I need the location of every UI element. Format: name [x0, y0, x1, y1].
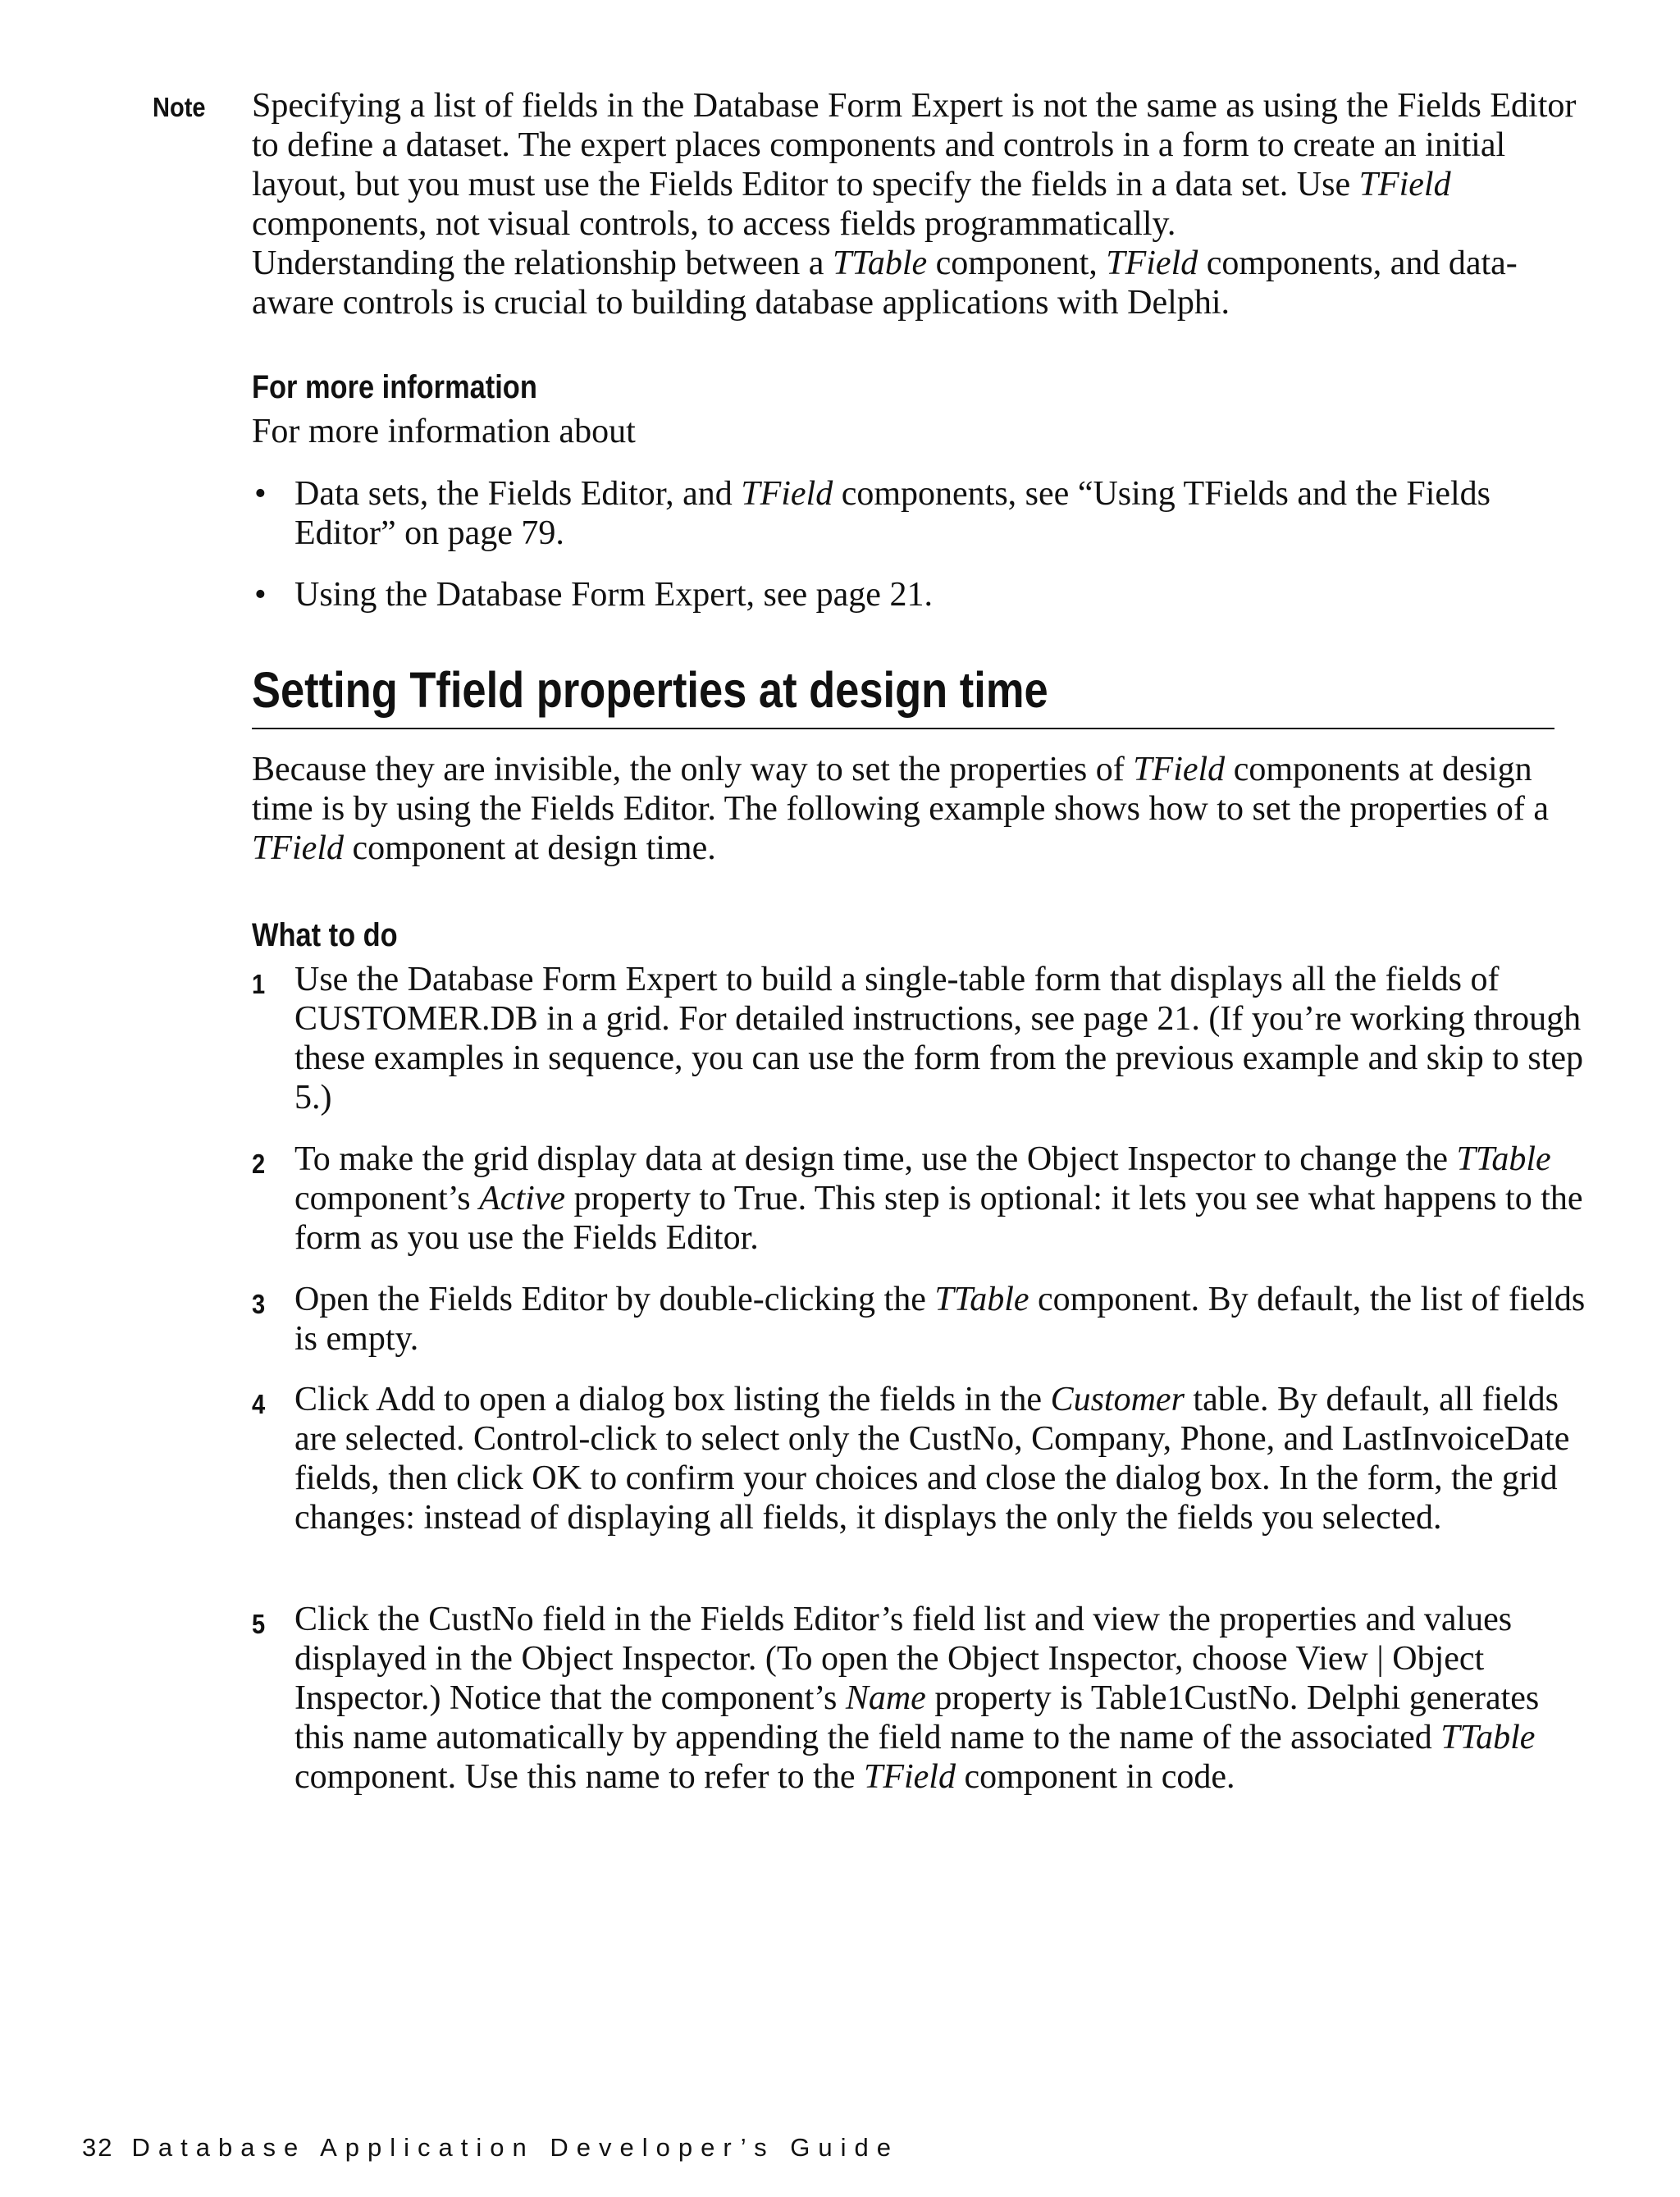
section-intro-text-a: Because they are invisible, the only way to set the properties of	[252, 751, 1134, 788]
bullet-icon: •	[254, 576, 267, 614]
note-label: Note	[153, 92, 206, 122]
bullet-1-tfield: TField	[741, 475, 833, 513]
step-5	[252, 1600, 1597, 1797]
step-5-name: Name	[845, 1679, 926, 1717]
section-intro-text-c: component at design time.	[344, 829, 716, 867]
section-intro-text-b: components at design time is by using the Fields Editor. The following example shows how to set the properties of a	[252, 751, 1550, 828]
note-p1-text-a: Specifying a list of fields in the Database Form Expert is not the same as using the Fields Editor to define a dataset. The expert places components and controls in a form to create an initial layout, but you must use the Fields Editor to specify the fields in a data set. Use	[252, 87, 1577, 203]
step-5-ttable: TTable	[1440, 1719, 1536, 1756]
step-5-text-d: component in code.	[955, 1758, 1235, 1796]
bullet-text	[294, 474, 1597, 553]
step-number: 5	[252, 1609, 266, 1639]
page-footer	[82, 2133, 899, 2163]
step-5-tfield: TField	[863, 1758, 956, 1796]
section-intro-tfield: TField	[1133, 751, 1226, 788]
step-4-text-b: table. By default, all fields are selected. Control-click to select only the CustNo, Company, Phone, and LastInvoiceDate fields, then click OK to confirm your choices and close the dialog box. In the form, the grid changes: instead of displaying all fields, it displays the only the fields you selected.	[294, 1381, 1570, 1537]
step-number: 2	[252, 1149, 266, 1179]
section-intro-tfield-2: TField	[252, 829, 344, 867]
step-5-text-a: Click the CustNo field in the Fields Editor’s field list and view the properties and values displayed in the Object Inspector. (To open the Object Inspector, choose View | Object Inspector.) Notice that the component’s	[294, 1601, 1513, 1717]
step-text	[294, 1280, 1597, 1359]
bullet-1-text-a: Data sets, the Fields Editor, and	[294, 475, 742, 513]
more-info-bullet-2	[252, 575, 1597, 614]
note-p1-tfield: TField	[1358, 166, 1451, 203]
more-info-heading: For more information	[252, 369, 537, 405]
step-number: 3	[252, 1289, 266, 1319]
note-text	[252, 86, 1597, 322]
step-number: 1	[252, 969, 266, 999]
note-paragraph-1	[252, 86, 1597, 244]
step-2-ttable: TTable	[1456, 1140, 1551, 1178]
step-4-customer: Customer	[1050, 1381, 1185, 1418]
step-2-text-a: To make the grid display data at design time, use the Object Inspector to change the	[294, 1140, 1457, 1178]
section-heading: Setting Tfield properties at design time	[252, 662, 1048, 718]
step-3	[252, 1280, 1597, 1359]
step-5-text-c: component. Use this name to refer to the	[294, 1758, 864, 1796]
step-5-text-b: property is Table1CustNo. Delphi generates this name automatically by appending the field name to the name of the associated	[294, 1679, 1540, 1756]
step-1	[252, 960, 1597, 1117]
note-p1-text-b: components, not visual controls, to access fields programmatically.	[252, 205, 1176, 243]
note-p2-text-a: Understanding the relationship between a	[252, 244, 833, 282]
bullet-icon: •	[254, 475, 267, 513]
step-3-text-b: component. By default, the list of fields is empty.	[294, 1281, 1586, 1358]
note-p2-tfield: TField	[1106, 244, 1198, 282]
what-to-do-heading: What to do	[252, 917, 398, 953]
step-3-ttable: TTable	[934, 1281, 1029, 1318]
note-paragraph-2	[252, 244, 1597, 322]
step-number: 4	[252, 1389, 266, 1419]
step-text	[294, 1380, 1597, 1537]
step-text	[294, 1140, 1597, 1258]
note-p2-text-b: component,	[927, 244, 1107, 282]
step-2-text-b: component’s	[294, 1180, 480, 1217]
more-info-intro: For more information about	[252, 413, 636, 450]
section-intro	[252, 750, 1597, 868]
step-text: Use the Database Form Expert to build a single-table form that displays all the fields of CUSTOMER.DB in a grid. For detailed instructions, see page 21. (If you’re working through these examples in sequence, you can use the form from the previous example and skip to step 5.)	[294, 961, 1584, 1117]
step-2	[252, 1140, 1597, 1258]
step-text	[294, 1600, 1597, 1797]
step-3-text-a: Open the Fields Editor by double-clicking the	[294, 1281, 935, 1318]
footer-title: Database Application Developer’s Guide	[131, 2133, 899, 2162]
note-p2-text-c: components, and data-aware controls is crucial to building database applications with Delphi.	[252, 244, 1518, 322]
step-4-text-a: Click Add to open a dialog box listing the fields in the	[294, 1381, 1051, 1418]
page-number: 32	[82, 2133, 114, 2162]
heading-rule	[252, 728, 1554, 729]
bullet-text: Using the Database Form Expert, see page 21.	[294, 576, 933, 614]
step-2-text-c: property to True. This step is optional: it lets you see what happens to the form as you use the Fields Editor.	[294, 1180, 1583, 1257]
step-2-active: Active	[479, 1180, 566, 1217]
step-4	[252, 1380, 1597, 1537]
bullet-1-text-b: components, see “Using TFields and the Fields Editor” on page 79.	[294, 475, 1491, 552]
note-p2-ttable: TTable	[832, 244, 928, 282]
more-info-bullet-1	[252, 474, 1597, 553]
